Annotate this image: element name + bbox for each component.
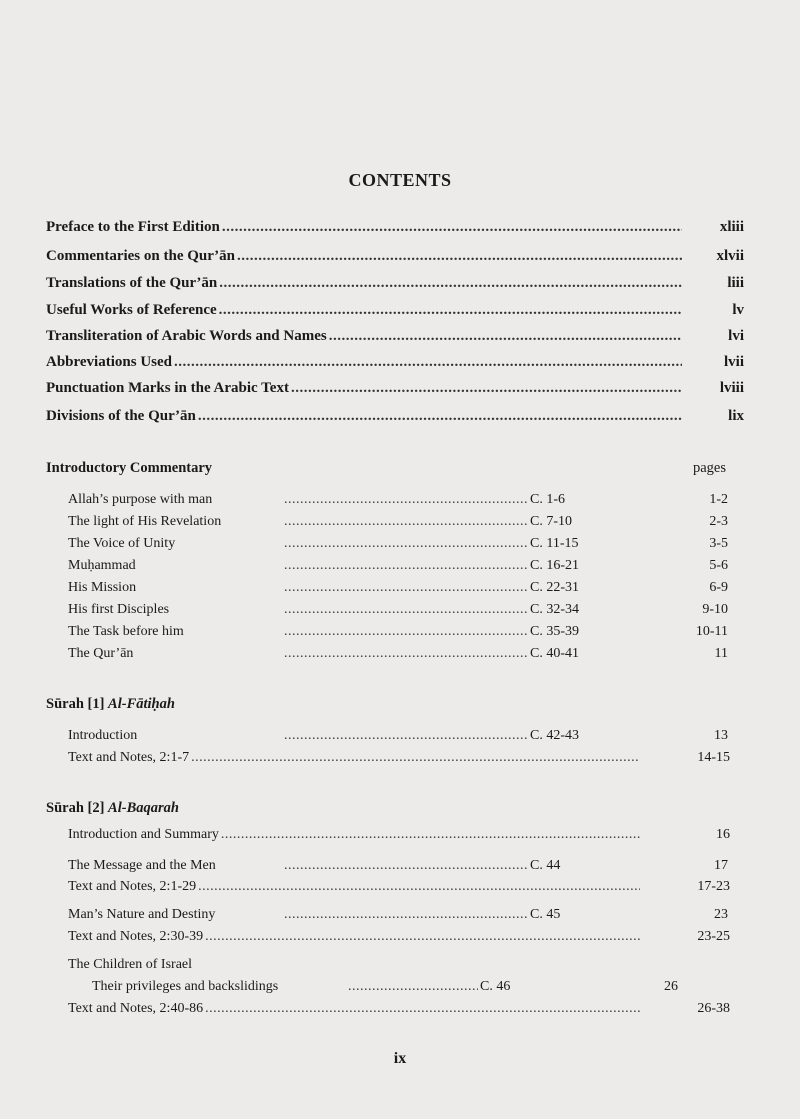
entry-page: 23-25 — [697, 929, 730, 944]
section-header-surah-1 — [46, 696, 175, 713]
toc-entry[interactable] — [46, 275, 744, 292]
entry-label: Punctuation Marks in the Arabic Text — [46, 380, 289, 396]
entry-page: 6-9 — [709, 580, 728, 595]
leader-dots — [284, 646, 528, 662]
toc-entry[interactable] — [68, 957, 730, 973]
leader-dots — [284, 514, 528, 530]
surah-number: Sūrah [1] — [46, 696, 109, 712]
entry-page: 17-23 — [697, 879, 730, 894]
entry-page: 23 — [714, 907, 728, 922]
entry-page: 10-11 — [695, 624, 728, 639]
toc-entry[interactable] — [68, 646, 730, 662]
entry-page: lvi — [728, 328, 744, 344]
surah-name: Al-Baqarah — [108, 800, 179, 816]
toc-entry[interactable] — [46, 219, 744, 236]
toc-entry[interactable] — [68, 580, 730, 596]
entry-label: Text and Notes, 2:40-86 — [68, 1001, 204, 1016]
entry-commentary-ref: C. 11-15 — [530, 536, 579, 551]
toc-entry[interactable] — [46, 380, 744, 397]
entry-label: Text and Notes, 2:1-29 — [68, 879, 197, 894]
section-heading: Introductory Commentary — [46, 460, 213, 476]
entry-page: 17 — [714, 858, 728, 873]
entry-commentary-ref: C. 22-31 — [530, 580, 579, 595]
entry-commentary-ref: C. 45 — [530, 907, 561, 922]
entry-commentary-ref: C. 7-10 — [530, 514, 572, 529]
entry-commentary-ref: C. 35-39 — [530, 624, 579, 639]
toc-entry[interactable] — [68, 858, 730, 874]
toc-entry[interactable] — [68, 536, 730, 552]
leader-dots — [222, 219, 682, 236]
entry-label: Muḥammad — [68, 558, 136, 573]
leader-dots — [284, 580, 528, 596]
entry-page: xlvii — [716, 248, 744, 264]
leader-dots — [191, 750, 640, 766]
entry-page: 9-10 — [702, 602, 728, 617]
toc-entry[interactable] — [68, 879, 730, 895]
entry-commentary-ref: C. 42-43 — [530, 728, 579, 743]
toc-entry[interactable] — [68, 492, 730, 508]
entry-label: Introduction and Summary — [68, 827, 219, 842]
entry-label: The Voice of Unity — [68, 536, 176, 551]
page-number: ix — [393, 1050, 407, 1067]
section-header-surah-2 — [46, 800, 179, 817]
entry-page: lv — [732, 302, 744, 318]
entry-commentary-ref: C. 44 — [530, 858, 561, 873]
entry-label: The Message and the Men — [68, 858, 216, 873]
entry-commentary-ref: C. 46 — [480, 979, 511, 994]
entry-label: Abbreviations Used — [46, 354, 172, 370]
entry-label: Preface to the First Edition — [46, 219, 220, 235]
toc-entry[interactable] — [68, 827, 730, 843]
toc-entry[interactable] — [46, 248, 744, 265]
entry-label: Divisions of the Qur’ān — [46, 408, 196, 424]
leader-dots — [284, 858, 528, 874]
toc-entry[interactable] — [68, 1001, 730, 1017]
entry-page: 1-2 — [709, 492, 728, 507]
leader-dots — [329, 328, 682, 345]
leader-dots — [348, 979, 478, 995]
entry-page: 2-3 — [709, 514, 728, 529]
entry-commentary-ref: C. 1-6 — [530, 492, 565, 507]
leader-dots — [284, 907, 528, 923]
leader-dots — [284, 602, 528, 618]
entry-label: The Qur’ān — [68, 646, 134, 661]
toc-entry[interactable] — [68, 929, 730, 945]
leader-dots — [284, 536, 528, 552]
entry-label: Transliteration of Arabic Words and Names — [46, 328, 327, 344]
toc-entry[interactable] — [46, 302, 744, 319]
toc-entry[interactable] — [68, 602, 730, 618]
entry-page: 26 — [664, 979, 678, 994]
toc-entry[interactable] — [68, 750, 730, 766]
entry-label: Text and Notes, 2:30-39 — [68, 929, 204, 944]
entry-label: Text and Notes, 2:1-7 — [68, 750, 190, 765]
toc-entry[interactable] — [46, 408, 744, 425]
leader-dots — [284, 558, 528, 574]
page-title: CONTENTS — [348, 170, 452, 190]
leader-dots — [284, 624, 528, 640]
entry-label: His Mission — [68, 580, 137, 595]
surah-name: Al-Fātiḥah — [108, 696, 175, 712]
toc-entry[interactable] — [92, 979, 730, 995]
entry-label: Man’s Nature and Destiny — [68, 907, 216, 922]
toc-entry[interactable] — [68, 907, 730, 923]
entry-page: 11 — [714, 646, 728, 661]
entry-page: 13 — [714, 728, 728, 743]
entry-label: The light of His Revelation — [68, 514, 222, 529]
leader-dots — [198, 879, 640, 895]
leader-dots — [237, 248, 682, 265]
leader-dots — [219, 302, 682, 319]
entry-label: Translations of the Qur’ān — [46, 275, 218, 291]
entry-page: xliii — [719, 219, 744, 235]
entry-label: Introduction — [68, 728, 138, 743]
entry-page: 5-6 — [709, 558, 728, 573]
toc-entry[interactable] — [46, 328, 744, 345]
toc-entry[interactable] — [68, 728, 730, 744]
toc-entry[interactable] — [68, 624, 730, 640]
entry-commentary-ref: C. 16-21 — [530, 558, 579, 573]
pages-column-label: pages — [692, 460, 726, 476]
section-header-intro — [46, 460, 726, 477]
leader-dots — [205, 929, 640, 945]
entry-label: The Children of Israel — [68, 957, 193, 972]
entry-commentary-ref: C. 40-41 — [530, 646, 579, 661]
leader-dots — [198, 408, 682, 425]
entry-page: lvii — [723, 354, 744, 370]
leader-dots — [219, 275, 682, 292]
entry-page: 26-38 — [697, 1001, 730, 1016]
entry-label: The Task before him — [68, 624, 184, 639]
entry-label: Allah’s purpose with man — [68, 492, 213, 507]
entry-page: lix — [728, 408, 744, 424]
leader-dots — [205, 1001, 640, 1017]
leader-dots — [291, 380, 682, 397]
toc-entry[interactable] — [68, 558, 730, 574]
entry-page: 14-15 — [697, 750, 730, 765]
toc-entry[interactable] — [68, 514, 730, 530]
leader-dots — [284, 728, 528, 744]
entry-label: His first Disciples — [68, 602, 170, 617]
leader-dots — [174, 354, 682, 371]
entry-page: 16 — [716, 827, 730, 842]
surah-number: Sūrah [2] — [46, 800, 109, 816]
entry-label: Useful Works of Reference — [46, 302, 217, 318]
entry-page: 3-5 — [709, 536, 728, 551]
entry-page: lviii — [719, 380, 744, 396]
leader-dots — [221, 827, 640, 843]
entry-label: Commentaries on the Qur’ān — [46, 248, 236, 264]
leader-dots — [284, 492, 528, 508]
toc-entry[interactable] — [46, 354, 744, 371]
entry-commentary-ref: C. 32-34 — [530, 602, 579, 617]
entry-label: Their privileges and backslidings — [92, 979, 279, 994]
entry-page: liii — [727, 275, 744, 291]
